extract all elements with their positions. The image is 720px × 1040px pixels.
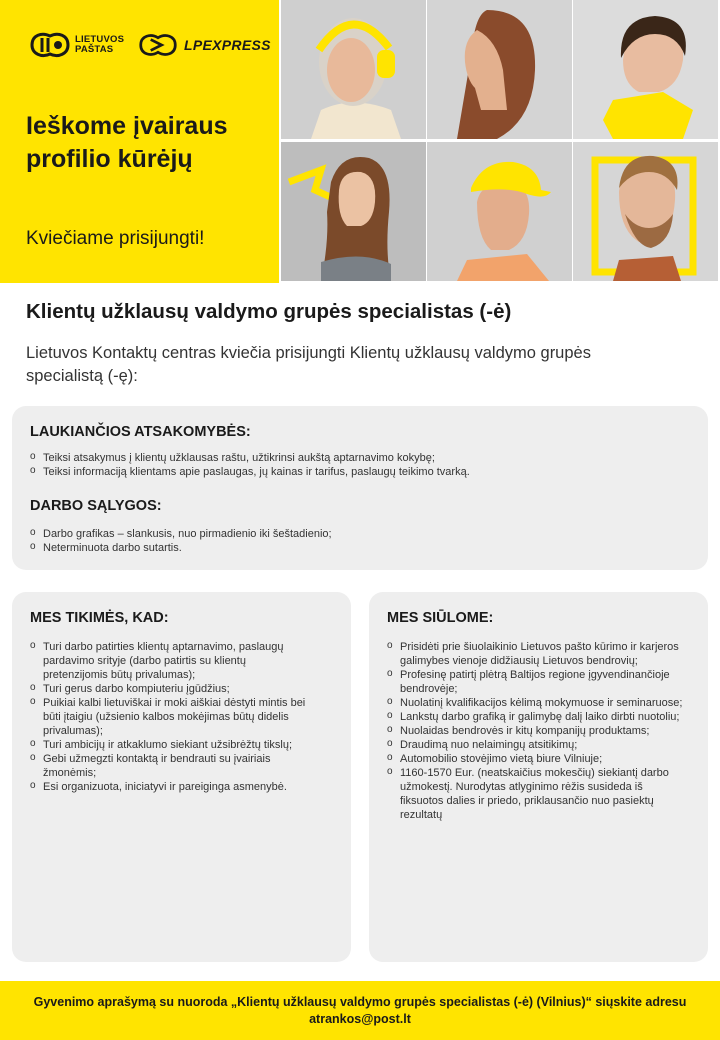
list-item: o Gebi užmegzti kontaktą ir bendrauti su įvairiais žmonėmis;: [30, 752, 310, 780]
list-item: o Puikiai kalbi lietuviškai ir moki aiškiai dėstyti mintis bei būti įtaigiu (užsienio kalbos mokėjimas būtų didelis privalumas);: [30, 696, 310, 738]
list-item: o Neterminuota darbo sutartis.: [30, 541, 690, 555]
photo-bearded-man-frame: [573, 142, 718, 281]
footer-application-note: Gyvenimo aprašymą su nuoroda „Klientų užklausų valdymo grupės specialistas (-ė) (Vilnius)“ siųskite adresu atrankos@post.lt: [33, 994, 687, 1026]
requirements-panel: [12, 592, 351, 962]
logo-line-1: LIETUVOS: [75, 34, 125, 45]
list-item: o 1160-1570 Eur. (neatskaičius mokesčių) siekiantį darbo užmokestį. Nurodytas atlyginimo rėžis susideda iš fiksuotos dalies ir priedo, priklausančio nuo pasiektų rezultatų: [387, 766, 687, 822]
lietuvos-pastas-logo: [28, 30, 124, 60]
offers-panel: [369, 592, 708, 962]
offers-heading: MES SIŪLOME:: [387, 610, 494, 626]
lpexpress-wordmark: LPEXPRESS: [184, 37, 271, 53]
hero-yellow-panel: [0, 0, 279, 283]
lpexpress-logo: [138, 30, 271, 60]
list-item: o Turi gerus darbo kompiuteriu įgūdžius;: [30, 682, 310, 696]
hero-subtitle: Kviečiame prisijungti!: [26, 228, 205, 249]
list-item: o Profesinę patirtį plėtrą Baltijos regione įgyvendinančioje bendrovėje;: [387, 668, 687, 696]
list-item: o Automobilio stovėjimo vietą biure Vilniuje;: [387, 752, 687, 766]
list-item: o Esi organizuota, iniciatyvi ir pareiginga asmenybė.: [30, 780, 310, 794]
list-item: o Teiksi atsakymus į klientų užklausas raštu, užtikrinsi aukštą aptarnavimo kokybę;: [30, 451, 690, 465]
hero-title: Ieškome įvairaus profilio kūrėjų: [26, 112, 228, 173]
photo-man-yellow-cap: [427, 142, 572, 281]
list-item: o Teiksi informaciją klientams apie paslaugas, jų kainas ir tarifus, paslaugų teikimo tvarką.: [30, 465, 690, 479]
conditions-list: [30, 527, 690, 555]
responsibilities-list: [30, 451, 690, 479]
logo-line-2: PAŠTAS: [75, 44, 114, 55]
lpexpress-horn-icon: [138, 30, 182, 60]
responsibilities-heading: LAUKIANČIOS ATSAKOMYBĖS:: [30, 424, 251, 440]
conditions-heading: DARBO SĄLYGOS:: [30, 498, 162, 514]
requirements-list: [30, 640, 310, 794]
photo-woman-arrow: [281, 142, 426, 281]
job-intro: Lietuvos Kontaktų centras kviečia prisijungti Klientų užklausų valdymo grupės specialistą (-ę):: [26, 344, 591, 385]
photo-collage: [279, 0, 720, 283]
list-item: o Prisidėti prie šiuolaikinio Lietuvos pašto kūrimo ir karjeros galimybes vienoje didžiausių Lietuvos bendrovių;: [387, 640, 687, 668]
list-item: o Turi ambicijų ir atkaklumo siekiant užsibrėžtų tikslų;: [30, 738, 310, 752]
list-item: o Turi darbo patirties klientų aptarnavimo, paslaugų pardavimo srityje (darbo patirtis su klientų pretenzijomis būtų privalumas);: [30, 640, 310, 682]
list-item: o Lankstų darbo grafiką ir galimybę dalį laiko dirbti nuotoliu;: [387, 710, 687, 724]
list-item: o Nuolatinį kvalifikacijos kėlimą mokymuose ir seminaruose;: [387, 696, 687, 710]
footer-banner: [0, 981, 720, 1040]
list-item: o Draudimą nuo nelaimingų atsitikimų;: [387, 738, 687, 752]
list-item: o Darbo grafikas – slankusis, nuo pirmadienio iki šeštadienio;: [30, 527, 690, 541]
requirements-heading: MES TIKIMĖS, KAD:: [30, 610, 169, 626]
photo-woman-yellow-collar: [573, 0, 718, 139]
job-title: Klientų užklausų valdymo grupės specialistas (-ė): [26, 300, 512, 323]
lietuvos-pastas-horn-icon: [28, 30, 72, 60]
photo-woman-profile: [427, 0, 572, 139]
responsibilities-conditions-panel: [12, 406, 708, 570]
list-item: o Nuolaidas bendrovės ir kitų kompanijų produktams;: [387, 724, 687, 738]
hero-banner: [0, 0, 720, 283]
offers-list: [387, 640, 687, 822]
photo-woman-headphones: [281, 0, 426, 139]
